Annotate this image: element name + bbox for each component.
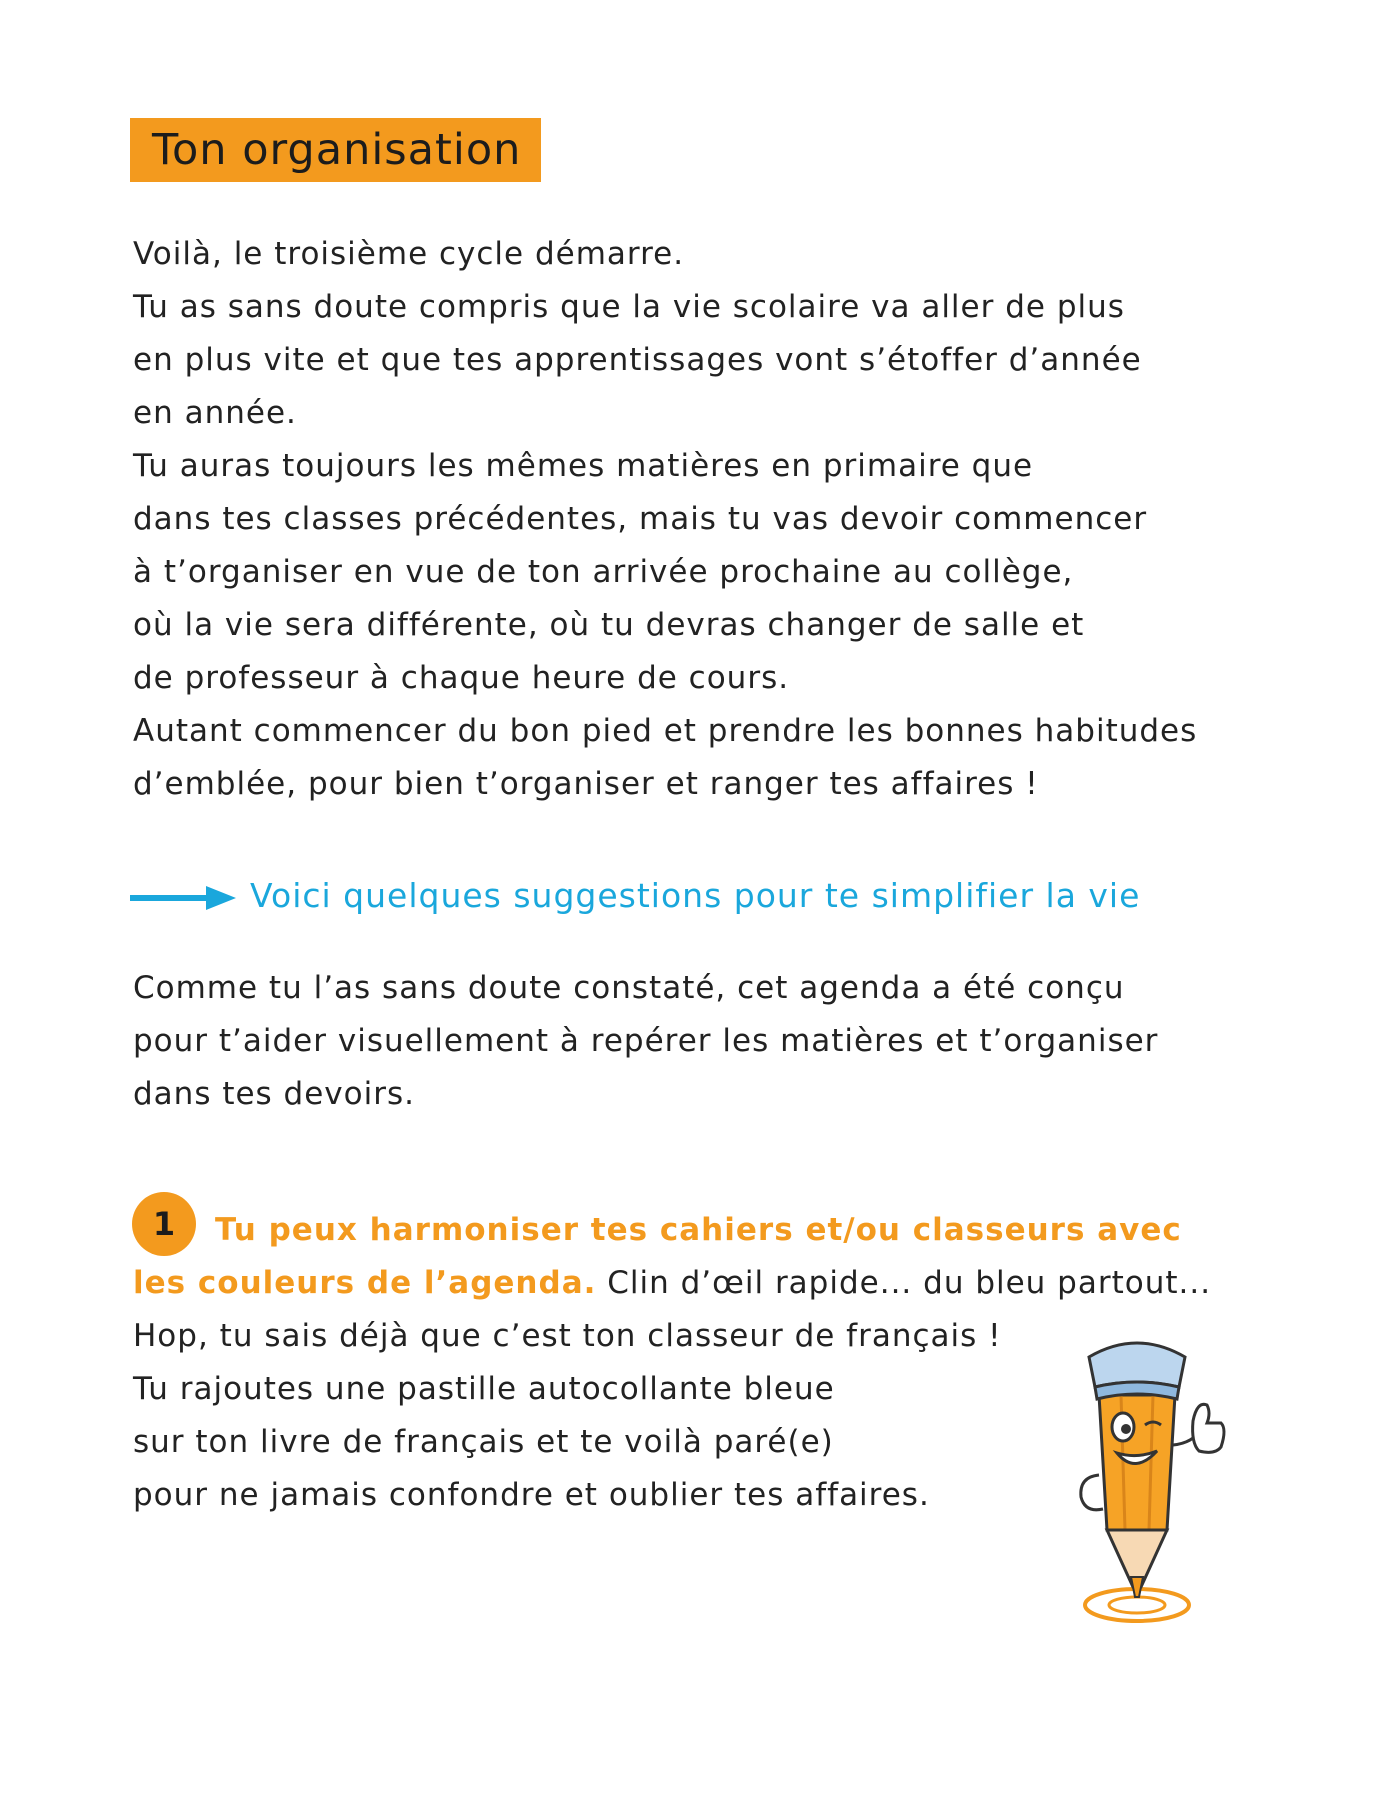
agenda-line: dans tes devoirs.	[133, 1076, 415, 1112]
intro-line: Tu auras toujours les mêmes matières en primaire que	[133, 448, 1034, 484]
arrow-right-icon	[130, 884, 236, 912]
page-title: Ton organisation	[152, 125, 522, 175]
tip-paragraph	[133, 1204, 1211, 1522]
agenda-line: Comme tu l’as sans doute constaté, cet agenda a été conçu	[133, 970, 1125, 1006]
intro-line: dans tes classes précédentes, mais tu vas devoir commencer	[133, 501, 1148, 537]
pencil-mascot-icon	[1075, 1325, 1235, 1630]
suggestions-heading: Voici quelques suggestions pour te simplifier la vie	[250, 876, 1141, 915]
intro-line: Tu as sans doute compris que la vie scolaire va aller de plus	[133, 289, 1125, 325]
tip-line: pour ne jamais confondre et oublier tes affaires.	[133, 1477, 930, 1513]
intro-line: en plus vite et que tes apprentissages vont s’étoffer d’année	[133, 342, 1142, 378]
intro-line: où la vie sera différente, où tu devras changer de salle et	[133, 607, 1085, 643]
tip-highlight: les couleurs de l’agenda.	[133, 1265, 597, 1301]
agenda-paragraph	[133, 962, 1158, 1121]
agenda-line: pour t’aider visuellement à repérer les matières et t’organiser	[133, 1023, 1159, 1059]
intro-paragraph	[133, 228, 1197, 811]
title-banner	[130, 118, 541, 182]
tip-line	[133, 1257, 1211, 1310]
intro-line: à t’organiser en vue de ton arrivée prochaine au collège,	[133, 554, 1074, 590]
intro-line: de professeur à chaque heure de cours.	[133, 660, 790, 696]
tip-line: Hop, tu sais déjà que c’est ton classeur de français !	[133, 1318, 1002, 1354]
intro-line: en année.	[133, 395, 297, 431]
tip-line: sur ton livre de français et te voilà paré(e)	[133, 1424, 834, 1460]
tip-number: 1	[152, 1205, 176, 1243]
tip-line	[133, 1204, 1211, 1257]
intro-line: d’emblée, pour bien t’organiser et ranger tes affaires !	[133, 766, 1039, 802]
tip-text: Clin d’œil rapide... du bleu partout...	[596, 1265, 1212, 1301]
intro-line: Voilà, le troisième cycle démarre.	[133, 236, 685, 272]
tip-highlight: Tu peux harmoniser tes cahiers et/ou classeurs avec	[215, 1212, 1182, 1248]
intro-line: Autant commencer du bon pied et prendre les bonnes habitudes	[133, 713, 1198, 749]
tip-line: Tu rajoutes une pastille autocollante bleue	[133, 1371, 835, 1407]
